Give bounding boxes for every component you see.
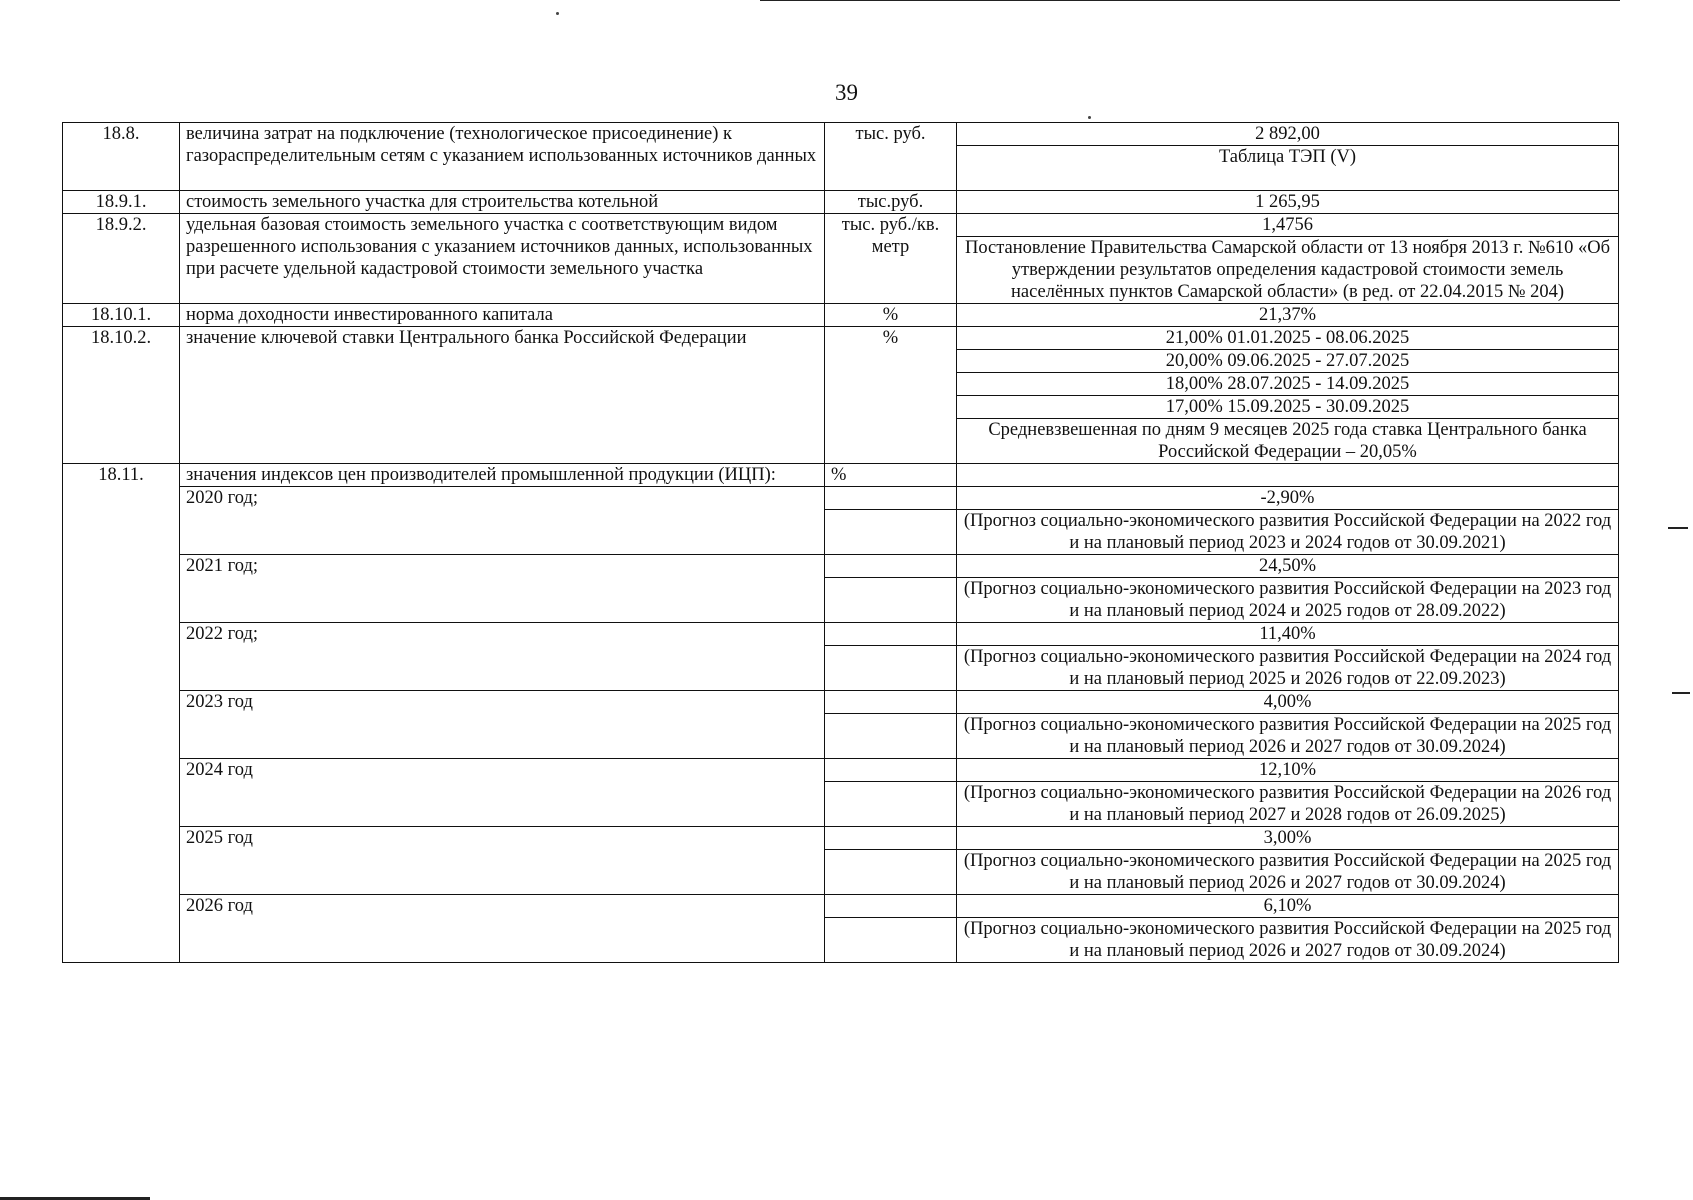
scan-artifact-top-line <box>760 0 1620 1</box>
table-row <box>63 327 1619 350</box>
row-description: величина затрат на подключение (технологическое присоединение) к газораспределительным сетям с указанием использованных источников данных <box>180 123 825 191</box>
unit-empty <box>825 714 957 759</box>
table-row <box>63 487 1619 510</box>
unit-empty <box>825 578 957 623</box>
table-row <box>63 191 1619 214</box>
row-unit: тыс. руб. <box>825 123 957 191</box>
row-code: 18.11. <box>63 464 180 963</box>
ipc-year-label: 2023 год <box>180 691 825 759</box>
ipc-year-label: 2020 год; <box>180 487 825 555</box>
row-value-empty <box>957 464 1619 487</box>
table-row <box>63 895 1619 918</box>
table-row <box>63 691 1619 714</box>
ipc-year-label: 2021 год; <box>180 555 825 623</box>
row-unit: тыс.руб. <box>825 191 957 214</box>
row-code: 18.9.1. <box>63 191 180 214</box>
ipc-source: (Прогноз социально-экономического развития Российской Федерации на 2023 год и на плановый период 2024 и 2025 годов от 28.09.2022) <box>957 578 1619 623</box>
row-value: 1,4756 <box>957 214 1619 237</box>
ipc-value: 4,00% <box>957 691 1619 714</box>
ipc-source: (Прогноз социально-экономического развития Российской Федерации на 2026 год и на плановый период 2027 и 2028 годов от 26.09.2025) <box>957 782 1619 827</box>
unit-empty <box>825 759 957 782</box>
table-row <box>63 304 1619 327</box>
ipc-source: (Прогноз социально-экономического развития Российской Федерации на 2025 год и на плановый период 2026 и 2027 годов от 30.09.2024) <box>957 850 1619 895</box>
table-row <box>63 123 1619 146</box>
ipc-year-label: 2026 год <box>180 895 825 963</box>
scan-artifact-margin-mark <box>1672 692 1690 694</box>
ipc-year-label: 2025 год <box>180 827 825 895</box>
unit-empty <box>825 691 957 714</box>
data-table <box>62 122 1619 963</box>
table-row <box>63 759 1619 782</box>
scan-artifact-dot <box>1088 116 1091 119</box>
unit-empty <box>825 487 957 510</box>
ipc-value: -2,90% <box>957 487 1619 510</box>
table-row <box>63 555 1619 578</box>
page-number: 39 <box>835 80 858 105</box>
unit-empty <box>825 555 957 578</box>
key-rate-period: 18,00% 28.07.2025 - 14.09.2025 <box>957 373 1619 396</box>
key-rate-period: 20,00% 09.06.2025 - 27.07.2025 <box>957 350 1619 373</box>
table-row <box>63 827 1619 850</box>
key-rate-weighted-average: Средневзвешенная по дням 9 месяцев 2025 года ставка Центрального банка Российской Федерации – 20,05% <box>957 419 1619 464</box>
unit-empty <box>825 895 957 918</box>
key-rate-period: 17,00% 15.09.2025 - 30.09.2025 <box>957 396 1619 419</box>
row-unit: % <box>825 464 957 487</box>
row-value: 1 265,95 <box>957 191 1619 214</box>
row-description: значение ключевой ставки Центрального банка Российской Федерации <box>180 327 825 464</box>
ipc-value: 11,40% <box>957 623 1619 646</box>
row-description: стоимость земельного участка для строительства котельной <box>180 191 825 214</box>
unit-empty <box>825 782 957 827</box>
ipc-source: (Прогноз социально-экономического развития Российской Федерации на 2022 год и на плановый период 2023 и 2024 годов от 30.09.2021) <box>957 510 1619 555</box>
ipc-source: (Прогноз социально-экономического развития Российской Федерации на 2025 год и на плановый период 2026 и 2027 годов от 30.09.2024) <box>957 918 1619 963</box>
row-value: 2 892,00 <box>957 123 1619 146</box>
unit-empty <box>825 510 957 555</box>
ipc-value: 6,10% <box>957 895 1619 918</box>
ipc-value: 3,00% <box>957 827 1619 850</box>
unit-empty <box>825 623 957 646</box>
unit-empty <box>825 850 957 895</box>
row-unit: % <box>825 304 957 327</box>
unit-empty <box>825 827 957 850</box>
row-code: 18.10.1. <box>63 304 180 327</box>
unit-empty <box>825 646 957 691</box>
row-value: 21,37% <box>957 304 1619 327</box>
row-code: 18.8. <box>63 123 180 191</box>
row-code: 18.10.2. <box>63 327 180 464</box>
row-value-source: Постановление Правительства Самарской области от 13 ноября 2013 г. №610 «Об утверждении результатов определения кадастровой стоимости земель населённых пунктов Самарской области» (в ред. от 22.04.2015 № 204) <box>957 237 1619 304</box>
ipc-value: 24,50% <box>957 555 1619 578</box>
ipc-year-label: 2022 год; <box>180 623 825 691</box>
row-value-source: Таблица ТЭП (V) <box>957 146 1619 191</box>
row-description: удельная базовая стоимость земельного участка с соответствующим видом разрешенного использования с указанием источников данных, использованных при расчете удельной кадастровой стоимости земельного участка <box>180 214 825 304</box>
ipc-value: 12,10% <box>957 759 1619 782</box>
scan-artifact-margin-mark <box>1668 527 1688 529</box>
scan-artifact-dot <box>556 12 559 15</box>
ipc-source: (Прогноз социально-экономического развития Российской Федерации на 2024 год и на плановый период 2025 и 2026 годов от 22.09.2023) <box>957 646 1619 691</box>
ipc-source: (Прогноз социально-экономического развития Российской Федерации на 2025 год и на плановый период 2026 и 2027 годов от 30.09.2024) <box>957 714 1619 759</box>
row-description: значения индексов цен производителей промышленной продукции (ИЦП): <box>180 464 825 487</box>
row-description: норма доходности инвестированного капитала <box>180 304 825 327</box>
table-row <box>63 464 1619 487</box>
unit-empty <box>825 918 957 963</box>
table-row <box>63 623 1619 646</box>
row-unit: % <box>825 327 957 464</box>
ipc-year-label: 2024 год <box>180 759 825 827</box>
row-unit: тыс. руб./кв. метр <box>825 214 957 304</box>
table-row <box>63 214 1619 237</box>
row-code: 18.9.2. <box>63 214 180 304</box>
key-rate-period: 21,00% 01.01.2025 - 08.06.2025 <box>957 327 1619 350</box>
